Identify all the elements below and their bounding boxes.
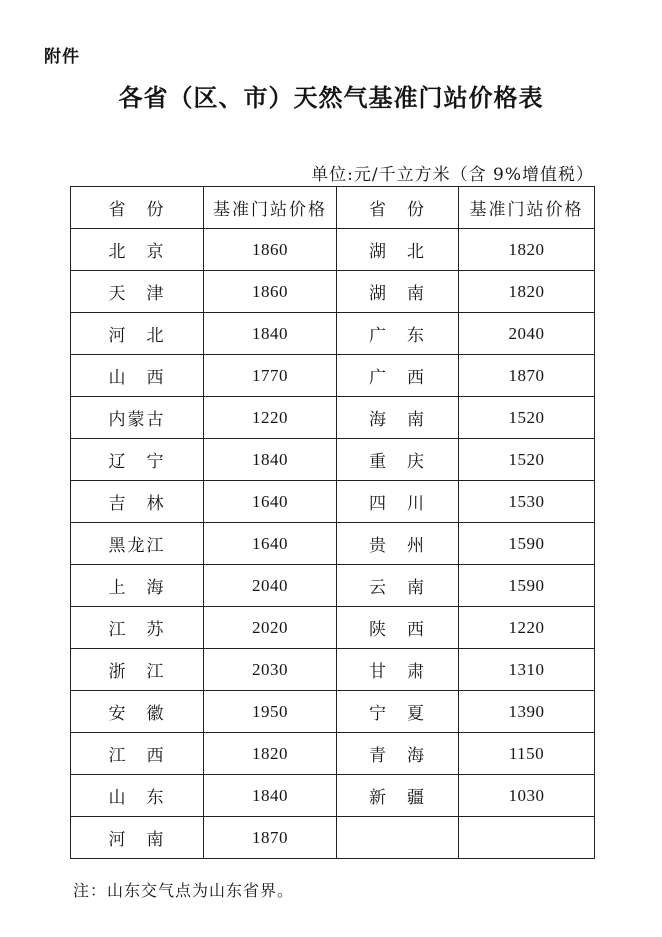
price-cell: 1840 [204, 439, 337, 481]
province-cell: 江 苏 [71, 607, 204, 649]
table-row [71, 607, 595, 649]
price-cell: 1640 [204, 523, 337, 565]
price-cell: 1220 [459, 607, 595, 649]
province-cell: 安 徽 [71, 691, 204, 733]
table-row [71, 691, 595, 733]
province-cell: 江 西 [71, 733, 204, 775]
table-row [71, 271, 595, 313]
province-cell: 湖 南 [337, 271, 459, 313]
province-cell: 甘 肃 [337, 649, 459, 691]
price-cell: 1520 [459, 397, 595, 439]
table-row [71, 817, 595, 859]
column-header-province-2: 省 份 [337, 187, 459, 229]
province-cell: 云 南 [337, 565, 459, 607]
table-row [71, 481, 595, 523]
province-cell: 北 京 [71, 229, 204, 271]
province-cell: 天 津 [71, 271, 204, 313]
price-cell: 1870 [204, 817, 337, 859]
attachment-label: 附件 [44, 47, 80, 67]
province-cell: 海 南 [337, 397, 459, 439]
province-cell: 辽 宁 [71, 439, 204, 481]
price-cell: 1590 [459, 523, 595, 565]
table-row [71, 397, 595, 439]
table-row [71, 355, 595, 397]
province-cell: 重 庆 [337, 439, 459, 481]
province-cell: 黑龙江 [71, 523, 204, 565]
province-cell: 宁 夏 [337, 691, 459, 733]
column-header-price-2: 基准门站价格 [459, 187, 595, 229]
province-cell [337, 817, 459, 859]
price-cell: 2020 [204, 607, 337, 649]
price-cell: 2040 [204, 565, 337, 607]
price-cell: 1770 [204, 355, 337, 397]
province-cell: 上 海 [71, 565, 204, 607]
table-row [71, 439, 595, 481]
header-row [71, 187, 595, 229]
province-cell: 广 东 [337, 313, 459, 355]
province-cell: 内蒙古 [71, 397, 204, 439]
price-cell: 1820 [204, 733, 337, 775]
province-cell: 河 北 [71, 313, 204, 355]
province-cell: 山 西 [71, 355, 204, 397]
price-cell: 1640 [204, 481, 337, 523]
table-row [71, 565, 595, 607]
province-cell: 四 川 [337, 481, 459, 523]
price-table [70, 186, 595, 859]
price-cell: 1310 [459, 649, 595, 691]
price-cell: 1030 [459, 775, 595, 817]
province-cell: 吉 林 [71, 481, 204, 523]
table-row [71, 313, 595, 355]
price-cell: 1530 [459, 481, 595, 523]
price-cell: 1870 [459, 355, 595, 397]
price-cell: 2040 [459, 313, 595, 355]
table-row [71, 775, 595, 817]
footnote: 注：山东交气点为山东省界。 [73, 881, 295, 900]
price-cell: 1840 [204, 775, 337, 817]
page-title: 各省（区、市）天然气基准门站价格表 [118, 84, 544, 112]
price-cell: 1950 [204, 691, 337, 733]
column-header-province: 省 份 [71, 187, 204, 229]
price-cell [459, 817, 595, 859]
province-cell: 陕 西 [337, 607, 459, 649]
province-cell: 湖 北 [337, 229, 459, 271]
price-cell: 1590 [459, 565, 595, 607]
price-cell: 1390 [459, 691, 595, 733]
table-row [71, 733, 595, 775]
province-cell: 青 海 [337, 733, 459, 775]
price-cell: 1520 [459, 439, 595, 481]
province-cell: 贵 州 [337, 523, 459, 565]
price-cell: 1860 [204, 271, 337, 313]
price-cell: 1840 [204, 313, 337, 355]
table-body [71, 229, 595, 859]
price-cell: 1150 [459, 733, 595, 775]
table-header [71, 187, 595, 229]
unit-label: 单位:元/千立方米（含 9%增值税） [311, 165, 594, 185]
price-cell: 1820 [459, 229, 595, 271]
table-row [71, 523, 595, 565]
price-cell: 1220 [204, 397, 337, 439]
price-cell: 2030 [204, 649, 337, 691]
price-cell: 1860 [204, 229, 337, 271]
province-cell: 浙 江 [71, 649, 204, 691]
province-cell: 广 西 [337, 355, 459, 397]
table-row [71, 229, 595, 271]
price-cell: 1820 [459, 271, 595, 313]
table-row [71, 649, 595, 691]
column-header-price: 基准门站价格 [204, 187, 337, 229]
province-cell: 山 东 [71, 775, 204, 817]
province-cell: 新 疆 [337, 775, 459, 817]
province-cell: 河 南 [71, 817, 204, 859]
